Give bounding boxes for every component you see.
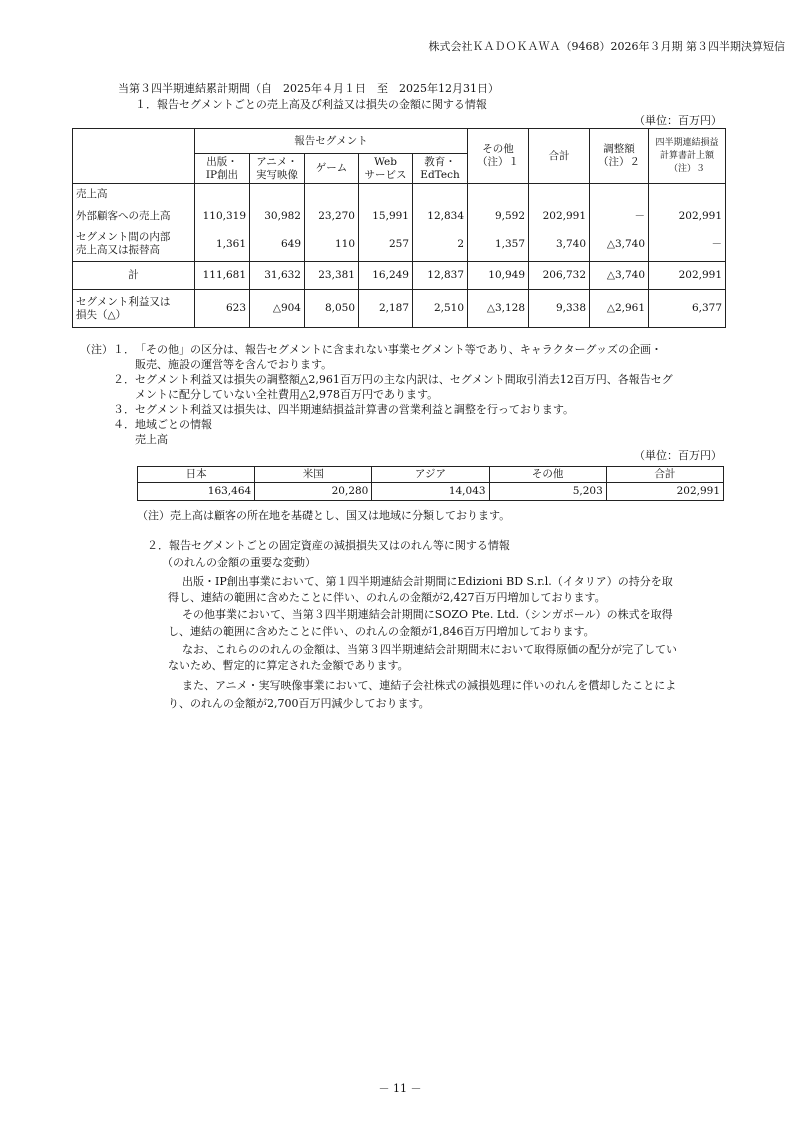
table-row: [73, 262, 726, 290]
segment-table: [72, 128, 726, 328]
value-cell: 111,681: [195, 262, 250, 290]
value-cell: 8,050: [305, 290, 359, 328]
value-cell: 110: [305, 228, 359, 262]
value-cell: 1,361: [195, 228, 250, 262]
paragraph-line: なお、これらののれんの金額は、当第３四半期連結会計期間末において取得原価の配分が完了してい: [182, 643, 677, 656]
paragraph-line: り、のれんの金額が2,700百万円減少しております。: [168, 697, 430, 710]
value-cell: [305, 184, 359, 206]
value-cell: 12,837: [413, 262, 468, 290]
value-cell: 2: [413, 228, 468, 262]
row-label: 売上高: [73, 184, 195, 206]
total-header: 合計: [529, 129, 590, 184]
value-cell: [413, 184, 468, 206]
segment-header: 教育・ EdTech: [413, 154, 468, 184]
period-title: 当第３四半期連結累計期間（自 2025年４月１日 至 2025年12月31日）: [118, 82, 499, 95]
other-header: その他 （注）１: [468, 129, 529, 184]
segment-header: Web サービス: [359, 154, 413, 184]
value-cell: △2,961: [590, 290, 649, 328]
region-header: その他: [489, 467, 606, 483]
row-label: セグメント間の内部 売上高又は振替高: [73, 228, 195, 262]
value-cell: 257: [359, 228, 413, 262]
value-cell: [468, 184, 529, 206]
region-header: 合計: [606, 467, 723, 483]
value-cell: 30,982: [250, 206, 305, 228]
note-text: 売上高: [135, 433, 168, 446]
paragraph-line: 出版・IP創出事業において、第１四半期連結会計期間にEdizioni BD S.r.l.（イタリア）の持分を取: [182, 575, 673, 588]
value-cell: 2,510: [413, 290, 468, 328]
note-number: ４．: [113, 418, 135, 431]
region-value: 5,203: [489, 483, 606, 501]
value-cell: △3,740: [590, 262, 649, 290]
value-cell: 110,319: [195, 206, 250, 228]
value-cell: [359, 184, 413, 206]
value-cell: [590, 184, 649, 206]
value-cell: 202,991: [649, 262, 726, 290]
note-text: セグメント利益又は損失は、四半期連結損益計算書の営業利益と調整を行っております。: [135, 403, 575, 416]
row-label: 計: [73, 262, 195, 290]
paragraph-line: し、連結の範囲に含めたことに伴い、のれんの金額が1,846百万円増加しております。: [168, 625, 595, 638]
note-number: ２．: [113, 373, 135, 386]
value-cell: 206,732: [529, 262, 590, 290]
page-number: － 11 －: [378, 1082, 422, 1095]
table-row: [73, 206, 726, 228]
value-cell: 1,357: [468, 228, 529, 262]
value-cell: 15,991: [359, 206, 413, 228]
value-cell: 202,991: [529, 206, 590, 228]
value-cell: 3,740: [529, 228, 590, 262]
value-cell: 10,949: [468, 262, 529, 290]
value-cell: [195, 184, 250, 206]
value-cell: [529, 184, 590, 206]
value-cell: △3,128: [468, 290, 529, 328]
region-note: （注）売上高は顧客の所在地を基礎とし、国又は地域に分類しております。: [137, 509, 511, 522]
note-text: 「その他」の区分は、報告セグメントに含まれない事業セグメント等であり、キャラクターグッズの企画・: [135, 343, 663, 356]
group-header: 報告セグメント: [195, 129, 468, 154]
note-number: ３．: [113, 403, 135, 416]
region-value: 20,280: [255, 483, 372, 501]
segment-header: ゲーム: [305, 154, 359, 184]
consolidated-header: 四半期連結損益 計算書計上額 （注）３: [649, 129, 726, 184]
section2-subtitle: （のれんの金額の重要な変動）: [162, 556, 316, 569]
table-row: [73, 228, 726, 262]
table-row: [73, 290, 726, 328]
value-cell: [250, 184, 305, 206]
note-text: メントに配分していない全社費用△2,978百万円であります。: [135, 388, 439, 401]
region-value: 14,043: [372, 483, 489, 501]
table-row: [73, 184, 726, 206]
value-cell: 12,834: [413, 206, 468, 228]
segment-header: 出版・ IP創出: [195, 154, 250, 184]
adjust-header: 調整額 （注）２: [590, 129, 649, 184]
value-cell: △3,740: [590, 228, 649, 262]
document-header: 株式会社ＫＡＤＯＫＡＷＡ（9468）2026年３月期 第３四半期決算短信: [428, 40, 785, 53]
section1-title: １．報告セグメントごとの売上高及び利益又は損失の金額に関する情報: [135, 98, 487, 111]
value-cell: －: [590, 206, 649, 228]
value-cell: －: [649, 228, 726, 262]
paragraph-line: 得し、連結の範囲に含めたことに伴い、のれんの金額が2,427百万円増加しております。: [168, 591, 606, 604]
row-label: セグメント利益又は 損失（△）: [73, 290, 195, 328]
value-cell: 16,249: [359, 262, 413, 290]
unit-label: （単位：百万円）: [634, 114, 722, 127]
region-table: [137, 466, 724, 501]
value-cell: 6,377: [649, 290, 726, 328]
value-cell: 9,592: [468, 206, 529, 228]
value-cell: 9,338: [529, 290, 590, 328]
value-cell: 623: [195, 290, 250, 328]
value-cell: 23,270: [305, 206, 359, 228]
note-text: 販売、施設の運営等を含んでおります。: [135, 358, 333, 371]
value-cell: 23,381: [305, 262, 359, 290]
value-cell: 31,632: [250, 262, 305, 290]
region-header: アジア: [372, 467, 489, 483]
section2-title: ２．報告セグメントごとの固定資産の減損損失又はのれん等に関する情報: [147, 539, 510, 552]
note-text: セグメント利益又は損失の調整額△2,961百万円の主な内訳は、セグメント間取引消去12百万円、各報告セグ: [135, 373, 673, 386]
segment-header: アニメ・ 実写映像: [250, 154, 305, 184]
region-header: 日本: [138, 467, 255, 483]
note-text: 地域ごとの情報: [135, 418, 212, 431]
value-cell: △904: [250, 290, 305, 328]
value-cell: 2,187: [359, 290, 413, 328]
region-value: 163,464: [138, 483, 255, 501]
row-label: 外部顧客への売上高: [73, 206, 195, 228]
corner-cell: [73, 129, 195, 184]
note-number: （注）１．: [80, 343, 135, 356]
region-header: 米国: [255, 467, 372, 483]
paragraph-line: ないため、暫定的に算定された金額であります。: [168, 659, 409, 672]
paragraph-line: その他事業において、当第３四半期連結会計期間にSOZO Pte. Ltd.（シンガポール）の株式を取得: [182, 608, 673, 621]
region-value: 202,991: [606, 483, 723, 501]
value-cell: 649: [250, 228, 305, 262]
value-cell: [649, 184, 726, 206]
paragraph-line: また、アニメ・実写映像事業において、連結子会社株式の減損処理に伴いのれんを償却したことによ: [182, 679, 677, 692]
value-cell: 202,991: [649, 206, 726, 228]
region-unit-label: （単位：百万円）: [634, 449, 722, 462]
